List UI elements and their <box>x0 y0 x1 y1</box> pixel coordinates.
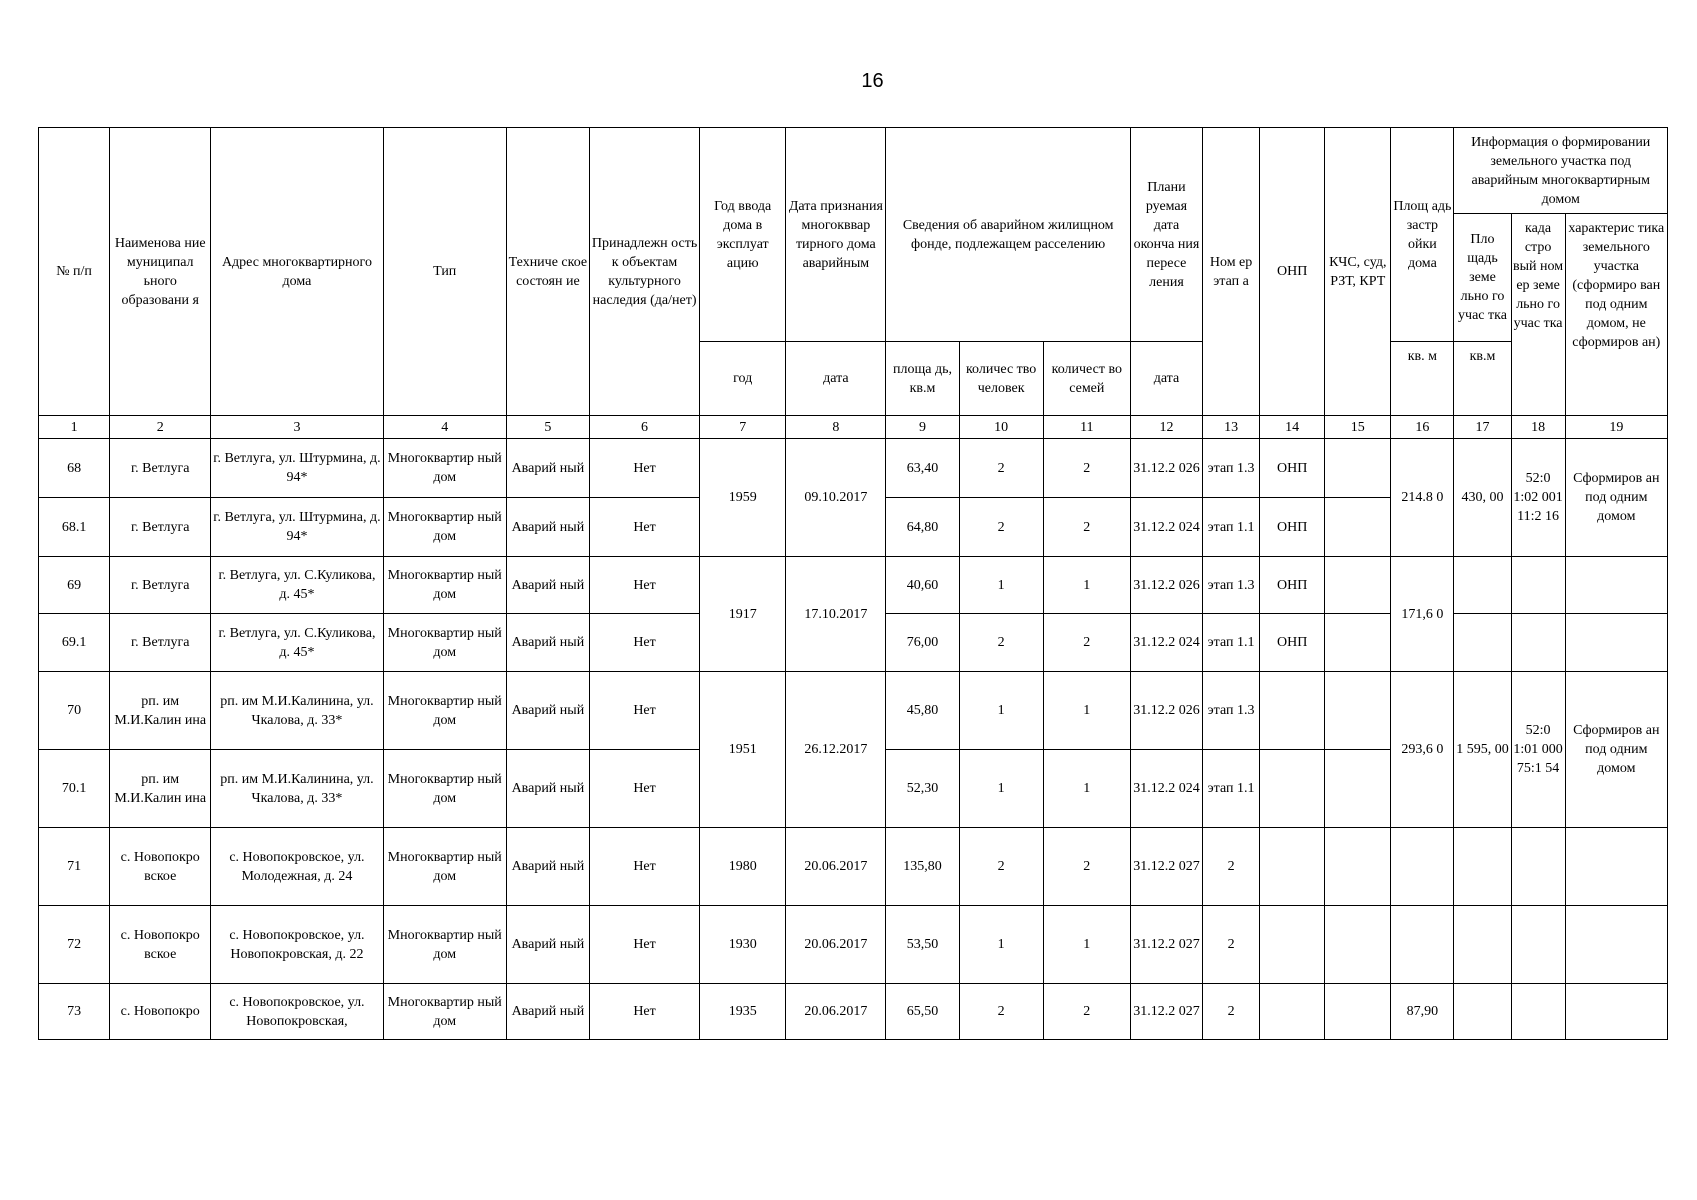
header-onp: ОНП <box>1260 128 1325 416</box>
header-plot-area: Пло щадь земе льно го учас тка <box>1454 214 1511 342</box>
table-row <box>39 439 1668 498</box>
row-municipality: рп. им М.И.Калин ина <box>110 672 211 750</box>
row-onp <box>1260 906 1325 984</box>
row-type: Многоквартир ный дом <box>383 984 506 1040</box>
row-year: 1930 <box>700 906 786 984</box>
col-number: 9 <box>886 416 959 439</box>
row-build-area: 293,6 0 <box>1391 672 1454 828</box>
row-heritage: Нет <box>589 984 699 1040</box>
row-kchs <box>1325 672 1391 750</box>
row-families: 1 <box>1043 750 1130 828</box>
row-onp: ОНП <box>1260 498 1325 557</box>
header-unit-sqm: кв. м <box>1391 342 1454 416</box>
row-municipality: г. Ветлуга <box>110 557 211 614</box>
row-cadastral: 52:0 1:01 000 75:1 54 <box>1511 672 1565 828</box>
row-stage: 2 <box>1203 906 1260 984</box>
row-cadastral: 52:0 1:02 001 11:2 16 <box>1511 439 1565 557</box>
col-number: 11 <box>1043 416 1130 439</box>
row-area: 52,30 <box>886 750 959 828</box>
col-number: 13 <box>1203 416 1260 439</box>
row-year: 1935 <box>700 984 786 1040</box>
row-cadastral <box>1511 828 1565 906</box>
table-row <box>39 906 1668 984</box>
col-number: 1 <box>39 416 110 439</box>
row-year: 1917 <box>700 557 786 672</box>
row-area: 53,50 <box>886 906 959 984</box>
row-address: с. Новопокровское, ул. Новопокровская, д. 22 <box>211 906 383 984</box>
row-area: 64,80 <box>886 498 959 557</box>
row-cadastral <box>1511 614 1565 672</box>
row-area: 45,80 <box>886 672 959 750</box>
row-date-recognized: 26.12.2017 <box>786 672 886 828</box>
row-onp: ОНП <box>1260 557 1325 614</box>
row-people: 2 <box>959 614 1043 672</box>
row-build-area: 87,90 <box>1391 984 1454 1040</box>
row-plot-area: 1 595, 00 <box>1454 672 1511 828</box>
row-families: 2 <box>1043 828 1130 906</box>
row-people: 2 <box>959 828 1043 906</box>
row-municipality: г. Ветлуга <box>110 614 211 672</box>
col-number: 6 <box>589 416 699 439</box>
row-area: 65,50 <box>886 984 959 1040</box>
row-year: 1959 <box>700 439 786 557</box>
row-state: Аварий ный <box>506 557 589 614</box>
row-num: 73 <box>39 984 110 1040</box>
row-state: Аварий ный <box>506 439 589 498</box>
row-plot-area <box>1454 828 1511 906</box>
row-num: 69.1 <box>39 614 110 672</box>
row-date-recognized: 20.06.2017 <box>786 984 886 1040</box>
row-municipality: с. Новопокро вское <box>110 906 211 984</box>
row-municipality: с. Новопокро <box>110 984 211 1040</box>
row-families: 2 <box>1043 614 1130 672</box>
col-number: 18 <box>1511 416 1565 439</box>
header-unit-year: год <box>700 342 786 416</box>
row-heritage: Нет <box>589 498 699 557</box>
row-kchs <box>1325 557 1391 614</box>
row-municipality: рп. им М.И.Калин ина <box>110 750 211 828</box>
table-row <box>39 557 1668 614</box>
row-date-recognized: 20.06.2017 <box>786 828 886 906</box>
row-state: Аварий ный <box>506 614 589 672</box>
row-num: 72 <box>39 906 110 984</box>
header-unit-families: количест во семей <box>1043 342 1130 416</box>
row-date-recognized: 17.10.2017 <box>786 557 886 672</box>
row-plot-char: Сформиров ан под одним домом <box>1565 439 1667 557</box>
row-date-recognized: 09.10.2017 <box>786 439 886 557</box>
row-num: 68.1 <box>39 498 110 557</box>
col-number: 2 <box>110 416 211 439</box>
row-date-end: 31.12.2 024 <box>1130 750 1202 828</box>
col-number: 12 <box>1130 416 1202 439</box>
row-plot-area <box>1454 984 1511 1040</box>
row-people: 1 <box>959 750 1043 828</box>
row-people: 2 <box>959 439 1043 498</box>
row-state: Аварий ный <box>506 750 589 828</box>
row-plot-area: 430, 00 <box>1454 439 1511 557</box>
row-type: Многоквартир ный дом <box>383 557 506 614</box>
row-cadastral <box>1511 906 1565 984</box>
row-num: 70.1 <box>39 750 110 828</box>
row-stage: этап 1.1 <box>1203 498 1260 557</box>
row-kchs <box>1325 906 1391 984</box>
row-build-area <box>1391 828 1454 906</box>
row-build-area: 171,6 0 <box>1391 557 1454 672</box>
row-heritage: Нет <box>589 906 699 984</box>
header-date-recognized: Дата признания многокввар тирного дома аварийным <box>786 128 886 342</box>
row-municipality: г. Ветлуга <box>110 439 211 498</box>
row-address: рп. им М.И.Калинина, ул. Чкалова, д. 33* <box>211 750 383 828</box>
row-area: 63,40 <box>886 439 959 498</box>
row-heritage: Нет <box>589 439 699 498</box>
row-type: Многоквартир ный дом <box>383 906 506 984</box>
row-date-end: 31.12.2 024 <box>1130 614 1202 672</box>
header-municipality: Наименова ние муниципал ьного образовани я <box>110 128 211 416</box>
row-state: Аварий ный <box>506 984 589 1040</box>
row-type: Многоквартир ный дом <box>383 672 506 750</box>
row-municipality: г. Ветлуга <box>110 498 211 557</box>
header-heritage: Принадлежн ость к объектам культурного наследия (да/нет) <box>589 128 699 416</box>
row-heritage: Нет <box>589 750 699 828</box>
row-address: с. Новопокровское, ул. Молодежная, д. 24 <box>211 828 383 906</box>
row-families: 1 <box>1043 672 1130 750</box>
header-year: Год ввода дома в эксплуат ацию <box>700 128 786 342</box>
header-emergency-fund: Сведения об аварийном жилищном фонде, подлежащем расселению <box>886 128 1130 342</box>
row-plot-area <box>1454 614 1511 672</box>
header-type: Тип <box>383 128 506 416</box>
row-type: Многоквартир ный дом <box>383 498 506 557</box>
col-number: 14 <box>1260 416 1325 439</box>
row-year: 1951 <box>700 672 786 828</box>
header-address: Адрес многоквартирного дома <box>211 128 383 416</box>
row-plot-area <box>1454 906 1511 984</box>
row-onp <box>1260 750 1325 828</box>
row-type: Многоквартир ный дом <box>383 439 506 498</box>
header-unit-date: дата <box>786 342 886 416</box>
row-families: 2 <box>1043 984 1130 1040</box>
row-plot-char <box>1565 984 1667 1040</box>
col-number: 17 <box>1454 416 1511 439</box>
row-address: г. Ветлуга, ул. С.Куликова, д. 45* <box>211 614 383 672</box>
row-stage: этап 1.3 <box>1203 557 1260 614</box>
header-planned-date: Плани руемая дата оконча ния пересе ления <box>1130 128 1202 342</box>
row-cadastral <box>1511 557 1565 614</box>
row-kchs <box>1325 750 1391 828</box>
table-row <box>39 828 1668 906</box>
row-plot-char <box>1565 557 1667 614</box>
emergency-housing-table <box>38 127 1668 1040</box>
row-state: Аварий ный <box>506 672 589 750</box>
row-heritage: Нет <box>589 614 699 672</box>
header-unit-sqm-plot: кв.м <box>1454 342 1511 416</box>
header-land-info: Информация о формировании земельного участка под аварийным многоквартирным домом <box>1454 128 1668 214</box>
row-people: 1 <box>959 557 1043 614</box>
row-kchs <box>1325 828 1391 906</box>
row-onp: ОНП <box>1260 614 1325 672</box>
header-num: № п/п <box>39 128 110 416</box>
row-kchs <box>1325 984 1391 1040</box>
header-stage: Ном ер этап а <box>1203 128 1260 416</box>
row-num: 68 <box>39 439 110 498</box>
col-number: 8 <box>786 416 886 439</box>
row-heritage: Нет <box>589 557 699 614</box>
row-address: с. Новопокровское, ул. Новопокровская, <box>211 984 383 1040</box>
row-heritage: Нет <box>589 672 699 750</box>
row-onp: ОНП <box>1260 439 1325 498</box>
row-address: г. Ветлуга, ул. С.Куликова, д. 45* <box>211 557 383 614</box>
row-municipality: с. Новопокро вское <box>110 828 211 906</box>
row-stage: этап 1.3 <box>1203 439 1260 498</box>
row-date-end: 31.12.2 027 <box>1130 984 1202 1040</box>
col-number: 10 <box>959 416 1043 439</box>
row-plot-char <box>1565 906 1667 984</box>
row-type: Многоквартир ный дом <box>383 614 506 672</box>
row-date-end: 31.12.2 024 <box>1130 498 1202 557</box>
row-stage: этап 1.1 <box>1203 614 1260 672</box>
row-num: 71 <box>39 828 110 906</box>
header-unit-people: количес тво человек <box>959 342 1043 416</box>
col-number: 4 <box>383 416 506 439</box>
header-kchs: КЧС, суд, РЗТ, КРТ <box>1325 128 1391 416</box>
row-stage: этап 1.3 <box>1203 672 1260 750</box>
row-families: 1 <box>1043 557 1130 614</box>
row-plot-char <box>1565 828 1667 906</box>
col-number: 15 <box>1325 416 1391 439</box>
row-date-recognized: 20.06.2017 <box>786 906 886 984</box>
row-plot-char: Сформиров ан под одним домом <box>1565 672 1667 828</box>
row-people: 2 <box>959 498 1043 557</box>
page-number: 16 <box>861 70 884 92</box>
row-onp <box>1260 828 1325 906</box>
row-date-end: 31.12.2 026 <box>1130 439 1202 498</box>
row-build-area: 214.8 0 <box>1391 439 1454 557</box>
row-kchs <box>1325 439 1391 498</box>
header-tech-state: Техниче ское состоян ие <box>506 128 589 416</box>
col-number: 5 <box>506 416 589 439</box>
row-area: 76,00 <box>886 614 959 672</box>
table-row <box>39 984 1668 1040</box>
row-num: 69 <box>39 557 110 614</box>
row-families: 1 <box>1043 906 1130 984</box>
row-num: 70 <box>39 672 110 750</box>
col-number: 3 <box>211 416 383 439</box>
row-people: 2 <box>959 984 1043 1040</box>
row-stage: 2 <box>1203 984 1260 1040</box>
row-state: Аварий ный <box>506 828 589 906</box>
row-date-end: 31.12.2 027 <box>1130 906 1202 984</box>
row-plot-char <box>1565 614 1667 672</box>
row-kchs <box>1325 614 1391 672</box>
row-onp <box>1260 984 1325 1040</box>
header-unit-area: площа дь, кв.м <box>886 342 959 416</box>
row-build-area <box>1391 906 1454 984</box>
row-area: 40,60 <box>886 557 959 614</box>
header-plot-char: характерис тика земельного участка (сформиро ван под одним домом, не сформиров ан) <box>1565 214 1667 416</box>
row-year: 1980 <box>700 828 786 906</box>
row-families: 2 <box>1043 498 1130 557</box>
header-unit-date-end: дата <box>1130 342 1202 416</box>
row-date-end: 31.12.2 027 <box>1130 828 1202 906</box>
row-stage: этап 1.1 <box>1203 750 1260 828</box>
row-area: 135,80 <box>886 828 959 906</box>
row-date-end: 31.12.2 026 <box>1130 557 1202 614</box>
row-families: 2 <box>1043 439 1130 498</box>
row-onp <box>1260 672 1325 750</box>
row-address: г. Ветлуга, ул. Штурмина, д. 94* <box>211 439 383 498</box>
row-address: рп. им М.И.Калинина, ул. Чкалова, д. 33* <box>211 672 383 750</box>
header-cadastral: када стро вый ном ер земе льно го учас тка <box>1511 214 1565 416</box>
row-address: г. Ветлуга, ул. Штурмина, д. 94* <box>211 498 383 557</box>
row-people: 1 <box>959 672 1043 750</box>
row-state: Аварий ный <box>506 498 589 557</box>
table-row <box>39 672 1668 750</box>
row-cadastral <box>1511 984 1565 1040</box>
row-kchs <box>1325 498 1391 557</box>
row-heritage: Нет <box>589 828 699 906</box>
row-state: Аварий ный <box>506 906 589 984</box>
row-plot-area <box>1454 557 1511 614</box>
col-number: 7 <box>700 416 786 439</box>
row-type: Многоквартир ный дом <box>383 828 506 906</box>
row-type: Многоквартир ный дом <box>383 750 506 828</box>
col-number: 19 <box>1565 416 1667 439</box>
col-number: 16 <box>1391 416 1454 439</box>
header-build-area: Площ адь застр ойки дома <box>1391 128 1454 342</box>
row-people: 1 <box>959 906 1043 984</box>
row-date-end: 31.12.2 026 <box>1130 672 1202 750</box>
row-stage: 2 <box>1203 828 1260 906</box>
